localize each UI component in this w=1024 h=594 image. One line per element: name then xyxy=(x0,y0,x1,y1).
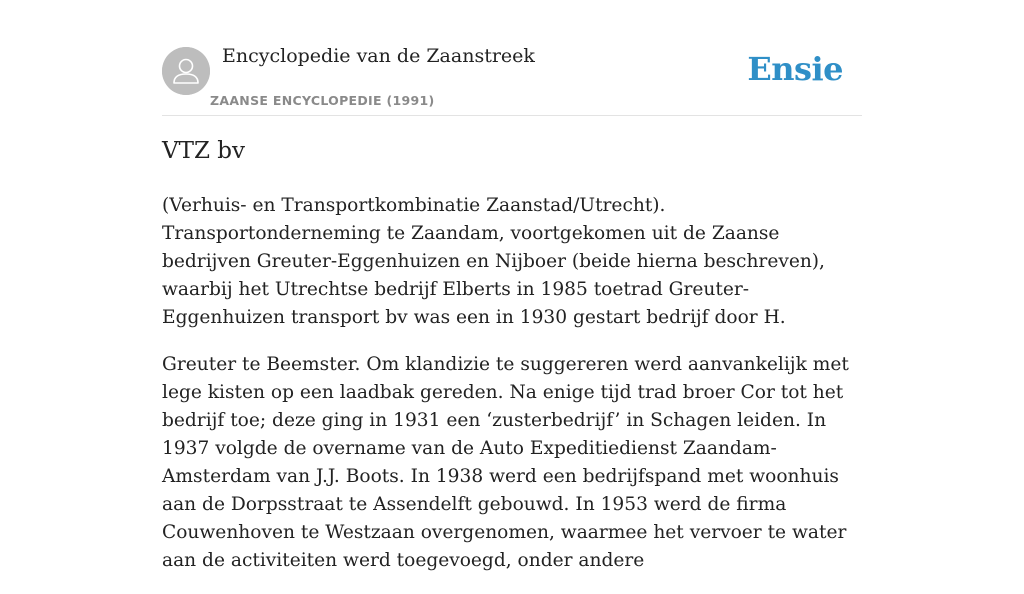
source-subtitle: ZAANSE ENCYCLOPEDIE (1991) xyxy=(210,93,435,108)
source-title-link[interactable]: Encyclopedie van de Zaanstreek xyxy=(222,45,535,67)
article-body xyxy=(162,192,862,594)
user-avatar-icon[interactable] xyxy=(162,47,210,95)
article-title: VTZ bv xyxy=(162,138,245,164)
article-paragraph-2: Greuter te Beemster. Om klandizie te suggereren werd aanvankelijk met lege kisten op een laadbak gereden. Na enige tijd trad broer Cor tot het bedrijf toe; deze ging in 1931 een ‘zusterbedrijf’ in Schagen leiden. In 1937 volgde de overname van de Auto Expeditiedienst Zaandam-Amsterdam van J.J. Boots. In 1938 werd een bedrijfspand met woonhuis aan de Dorpsstraat te Assendelft gebouwd. In 1953 werd de firma Couwenhoven te Westzaan overgenomen, waarmee het vervoer te water aan de activiteiten werd toegevoegd, onder andere xyxy=(162,354,849,571)
ensie-logo[interactable]: Ensie xyxy=(747,50,843,88)
article-paragraph-1: (Verhuis- en Transportkombinatie Zaanstad/Utrecht). Transportonderneming te Zaandam, voortgekomen uit de Zaanse bedrijven Greuter-Eggenhuizen en Nijboer (beide hierna beschreven), waarbij het Utrechtse bedrijf Elberts in 1985 toetrad Greuter-Eggenhuizen transport bv was een in 1930 gestart bedrijf door H. xyxy=(162,195,825,328)
source-header xyxy=(162,40,862,116)
